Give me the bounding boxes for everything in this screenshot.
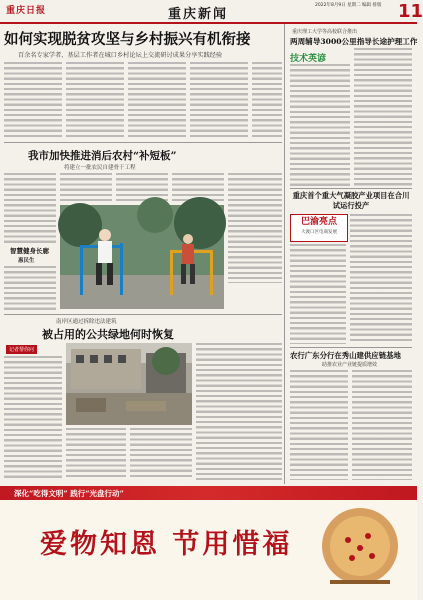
right-mid-headline: 重庆首个重大气凝胶产业项目在合川试运行投产 [292, 191, 410, 210]
left-story-subheadline: 将建立一批农民自建骨干工程 [64, 165, 136, 171]
lead-body-col-2 [66, 62, 124, 138]
footer-slogan: 爱物知恩 节用惜福 [40, 529, 293, 560]
fitness-photo [60, 205, 224, 309]
left-story-col-5 [228, 173, 282, 283]
column-divider [284, 24, 285, 484]
local-highlight-badge [290, 214, 348, 242]
page-number: 11 [398, 1, 423, 22]
reporter-help-stamp: 记者帮你问 [6, 345, 37, 354]
left-story-headline: 我市加快推进消后农村“补短板” [28, 150, 177, 162]
photo-story-col-1 [4, 356, 62, 480]
lead-body-col-1 [4, 62, 62, 138]
photo-story-headline: 被占用的公共绿地何时恢复 [42, 328, 174, 341]
tech-english-logo: 技术英谚 [290, 54, 327, 64]
badge-subtitle: 大渡口区电商发展 [301, 230, 337, 235]
photo-story-col-4 [130, 428, 192, 480]
right-bottom-headline: 农行广东分行在秀山建供应链基地 [290, 351, 401, 360]
right-bottom-col-2 [352, 370, 412, 480]
right-bottom-subheadline: 助推农业产业链提质增效 [322, 362, 378, 368]
left-story-col-4 [172, 173, 224, 201]
right-top-col-1 [290, 64, 350, 186]
section-divider [290, 347, 412, 348]
lead-body-col-5 [252, 62, 282, 138]
right-top-col-2 [354, 48, 412, 186]
issue-meta: 2022年8月9日 星期二 编辑 排版 [315, 3, 382, 8]
left-story-col-2 [60, 173, 112, 201]
side-story-headline: 智慧健身长廊 [10, 247, 49, 255]
campaign-banner-text: 深化“吃得文明” 践行“光盘行动” [14, 489, 124, 498]
public-service-ad [0, 500, 417, 600]
right-mid-col-2 [350, 214, 412, 344]
green-space-photo [66, 343, 192, 425]
section-divider [290, 188, 412, 189]
section-divider [4, 142, 282, 143]
lead-body-col-4 [190, 62, 248, 138]
photo-story-col-2 [196, 343, 282, 480]
lead-subheadline: 百余名专家学者、基层工作者在城口乡村论坛上交流研讨成果分享实践经验 [18, 52, 223, 59]
left-story-col-3 [116, 173, 168, 201]
section-divider [4, 314, 282, 315]
side-story-body [4, 266, 56, 312]
photo-story-col-3 [66, 428, 126, 480]
photo-story-kicker: 南岸区通过拆除违法建筑 [56, 319, 117, 325]
newspaper-logo: 重庆日报 [6, 6, 47, 16]
section-title: 重庆新闻 [168, 7, 229, 22]
lead-body-col-3 [128, 62, 186, 138]
left-story-col-1 [4, 173, 56, 243]
right-mid-col-1 [290, 244, 346, 344]
right-top-kicker: 重庆理工大学等高校联合推出 [292, 29, 358, 35]
right-top-headline: 两周辅导3000公里指导长途护理工作 [290, 37, 418, 46]
lead-headline: 如何实现脱贫攻坚与乡村振兴有机衔接 [4, 31, 251, 48]
right-bottom-col-1 [290, 370, 348, 480]
badge-title: 巴渝亮点 [300, 217, 337, 227]
side-story-subheadline: 惠民生 [18, 258, 35, 264]
